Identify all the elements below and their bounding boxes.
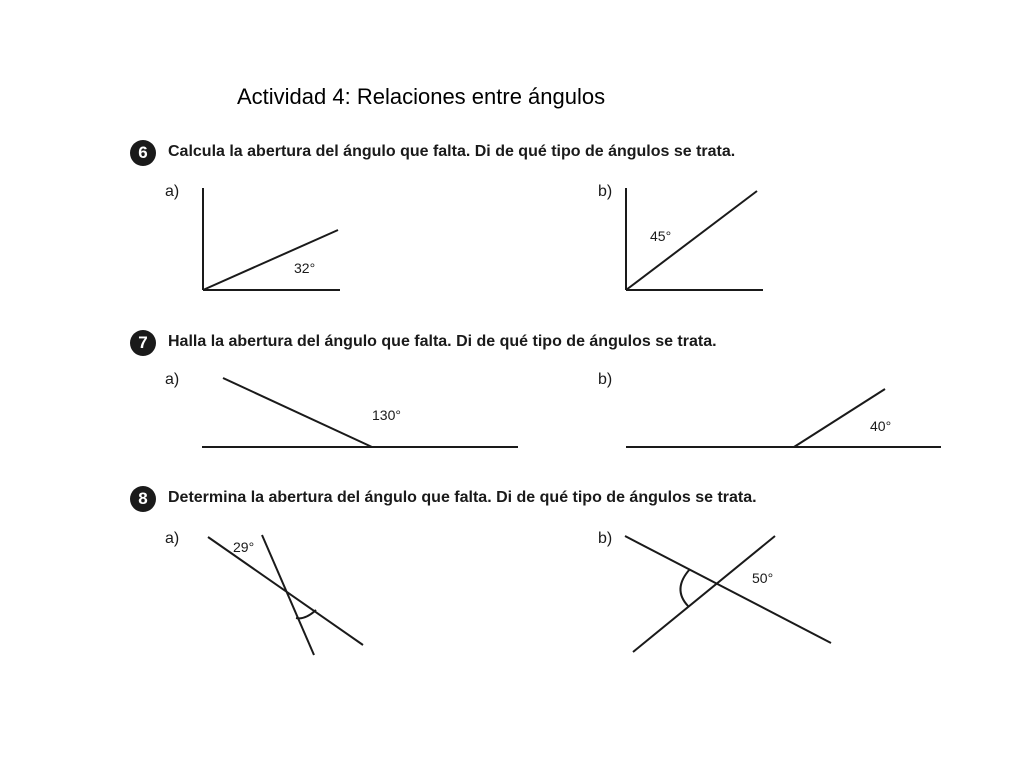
figure-6b: [626, 188, 763, 290]
exercise-8b-label: b): [598, 530, 613, 547]
figure-8b: [625, 536, 831, 652]
exercise-8-instruction: Determina la abertura del ángulo que falta. Di de qué tipo de ángulos se trata.: [168, 489, 757, 506]
page-title: Actividad 4: Relaciones entre ángulos: [237, 84, 606, 109]
exercise-6-number-badge: 6: [130, 140, 156, 166]
exercise-6-instruction: Calcula la abertura del ángulo que falta. Di de qué tipo de ángulos se trata.: [168, 143, 736, 160]
figure-6a: [203, 188, 340, 290]
exercise-6b-label: b): [598, 183, 613, 200]
exercise-6a-label: a): [165, 183, 180, 200]
angle-label-8b: 50°: [752, 570, 774, 586]
exercise-7a-label: a): [165, 371, 180, 388]
angle-label-8a: 29°: [233, 539, 255, 555]
figure-8a: [208, 535, 363, 655]
angle-label-7a: 130°: [372, 407, 401, 423]
angle-label-7b: 40°: [870, 418, 892, 434]
figure-7b: [626, 389, 941, 447]
exercise-8a-label: a): [165, 530, 180, 547]
angle-label-6b: 45°: [650, 228, 672, 244]
figure-7a: [202, 378, 518, 447]
exercise-8-number-badge: 8: [130, 486, 156, 512]
exercise-7-number-badge: 7: [130, 330, 156, 356]
exercise-7b-label: b): [598, 371, 613, 388]
angle-label-6a: 32°: [294, 260, 316, 276]
exercise-7-instruction: Halla la abertura del ángulo que falta. Di de qué tipo de ángulos se trata.: [168, 333, 717, 350]
